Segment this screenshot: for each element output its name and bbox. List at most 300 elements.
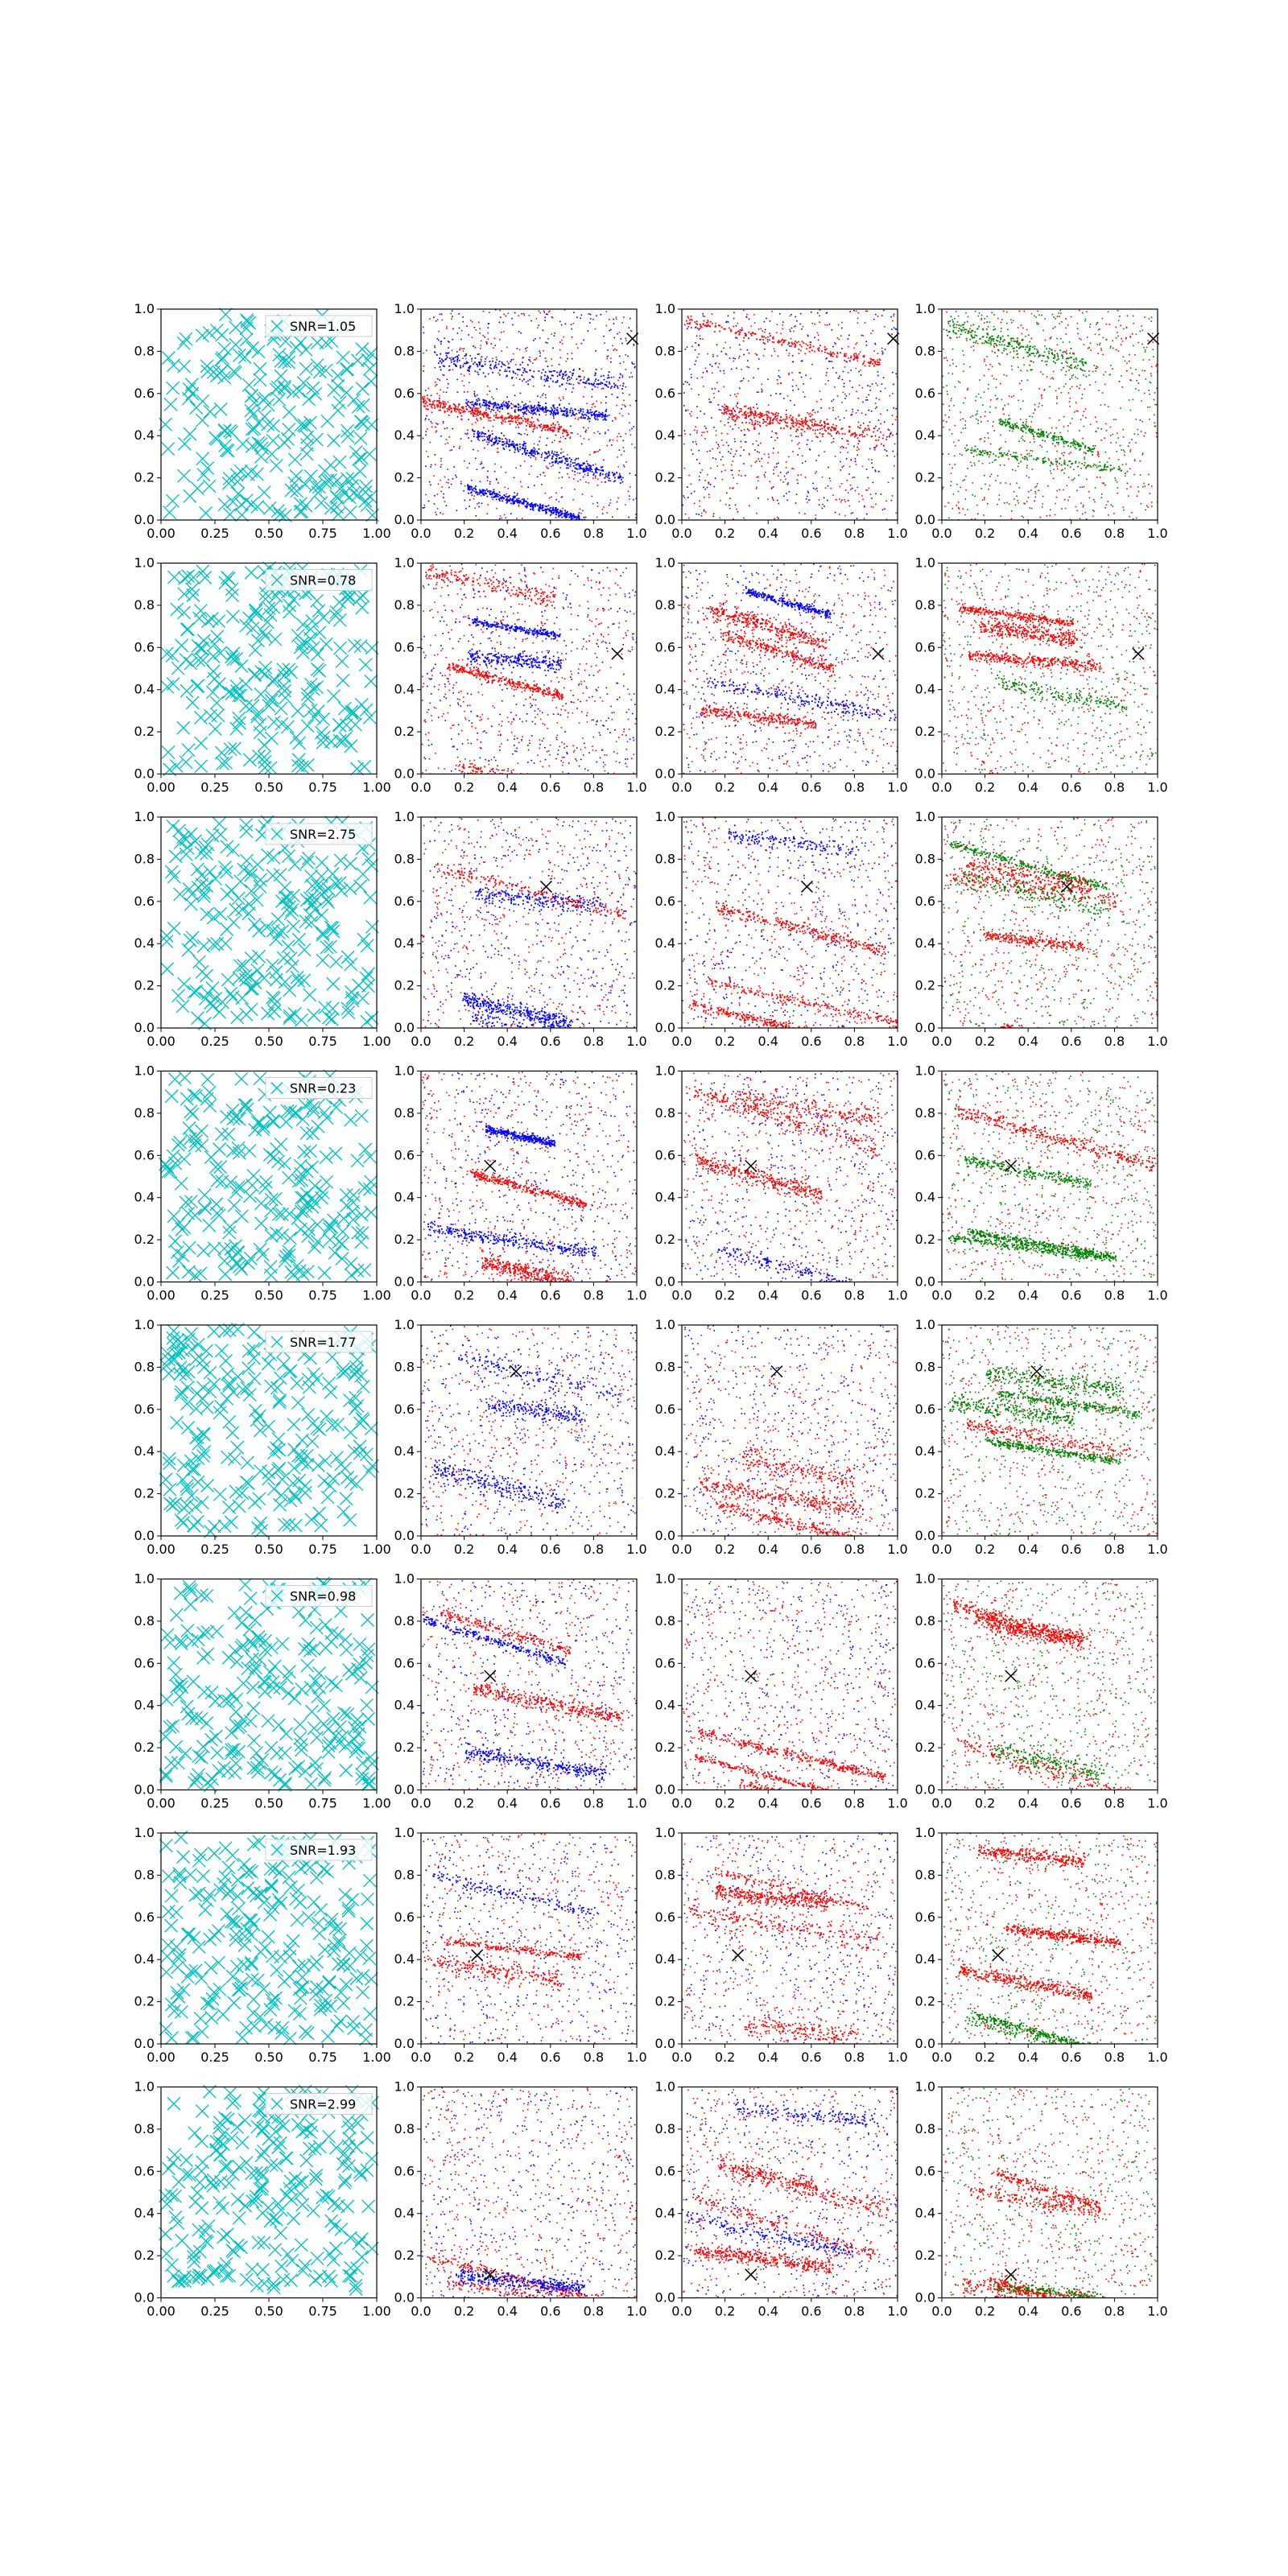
data-point bbox=[696, 459, 698, 460]
data-point bbox=[857, 342, 858, 344]
data-point bbox=[803, 426, 804, 427]
data-point bbox=[535, 452, 536, 453]
data-point bbox=[436, 407, 438, 408]
data-point bbox=[875, 493, 877, 495]
data-point bbox=[440, 402, 441, 404]
data-point bbox=[541, 484, 543, 485]
data-point bbox=[786, 422, 788, 423]
data-point bbox=[539, 440, 540, 442]
data-point bbox=[488, 338, 489, 340]
data-point bbox=[1019, 383, 1021, 385]
data-point bbox=[429, 403, 431, 405]
data-point bbox=[708, 325, 709, 327]
data-point bbox=[844, 383, 845, 385]
data-point bbox=[473, 433, 475, 435]
data-point bbox=[537, 444, 539, 446]
data-point bbox=[837, 431, 839, 432]
data-point bbox=[989, 463, 991, 464]
data-point bbox=[835, 456, 836, 457]
data-point bbox=[723, 444, 724, 446]
data-point bbox=[541, 373, 543, 374]
data-point bbox=[464, 391, 465, 393]
data-point bbox=[627, 356, 629, 357]
data-point bbox=[708, 321, 709, 323]
data-point bbox=[429, 318, 431, 320]
data-point bbox=[698, 353, 700, 355]
data-point bbox=[481, 495, 482, 497]
data-point bbox=[890, 395, 891, 397]
data-point bbox=[762, 419, 764, 420]
data-point bbox=[841, 328, 843, 329]
data-point bbox=[749, 454, 750, 456]
data-point bbox=[605, 416, 607, 418]
data-point bbox=[1076, 490, 1078, 492]
data-point bbox=[448, 482, 449, 484]
data-point bbox=[713, 427, 715, 428]
data-point bbox=[551, 358, 552, 360]
data-point bbox=[729, 357, 731, 359]
data-point bbox=[621, 408, 622, 410]
data-point bbox=[786, 426, 788, 427]
data-point bbox=[530, 412, 532, 414]
data-point bbox=[534, 427, 535, 429]
data-point bbox=[536, 318, 538, 320]
data-point bbox=[622, 404, 624, 406]
data-point bbox=[1035, 316, 1037, 318]
data-point bbox=[572, 323, 574, 324]
data-point bbox=[828, 353, 830, 355]
data-point bbox=[550, 411, 551, 412]
data-point bbox=[446, 439, 448, 440]
data-point bbox=[555, 414, 556, 415]
data-point bbox=[509, 449, 510, 451]
data-point bbox=[494, 365, 496, 367]
data-point bbox=[1086, 312, 1088, 313]
data-point bbox=[425, 494, 427, 496]
data-point bbox=[570, 466, 572, 468]
y-tick-label: 0.8 bbox=[394, 343, 415, 358]
data-point bbox=[489, 435, 490, 436]
data-point bbox=[499, 374, 501, 376]
data-point bbox=[844, 418, 845, 419]
data-point bbox=[526, 411, 527, 412]
data-point bbox=[495, 417, 497, 419]
data-point bbox=[567, 411, 568, 412]
data-point bbox=[801, 425, 803, 427]
data-point bbox=[857, 410, 859, 411]
data-point bbox=[523, 378, 525, 380]
data-point bbox=[731, 448, 733, 450]
data-point bbox=[508, 416, 510, 418]
data-point bbox=[459, 360, 460, 361]
data-point bbox=[515, 427, 517, 428]
data-point bbox=[518, 415, 520, 416]
data-point bbox=[497, 418, 498, 419]
data-point bbox=[1065, 328, 1067, 329]
data-point bbox=[469, 411, 471, 412]
data-point bbox=[1038, 402, 1040, 404]
data-point bbox=[847, 452, 848, 453]
data-point bbox=[743, 354, 745, 356]
data-point bbox=[985, 365, 987, 366]
data-point bbox=[477, 420, 478, 422]
data-point bbox=[970, 462, 972, 464]
data-point bbox=[952, 374, 953, 375]
data-point bbox=[630, 405, 631, 407]
data-point bbox=[1108, 324, 1110, 325]
data-point bbox=[790, 415, 791, 416]
data-point bbox=[598, 383, 600, 385]
data-point bbox=[464, 362, 465, 364]
data-point bbox=[760, 443, 762, 444]
data-point bbox=[485, 413, 486, 415]
data-point bbox=[989, 476, 991, 477]
data-point bbox=[550, 378, 551, 379]
data-point bbox=[716, 382, 718, 384]
data-point bbox=[493, 347, 494, 349]
data-point bbox=[623, 447, 625, 448]
data-point bbox=[477, 469, 478, 470]
data-point bbox=[531, 417, 533, 419]
data-point bbox=[762, 423, 764, 424]
data-point bbox=[576, 468, 577, 469]
data-point bbox=[519, 444, 521, 445]
data-point bbox=[534, 504, 535, 506]
data-point bbox=[595, 380, 597, 382]
data-point bbox=[456, 510, 458, 511]
data-point bbox=[751, 412, 753, 414]
data-point bbox=[947, 502, 949, 504]
data-point bbox=[614, 337, 616, 339]
data-point bbox=[841, 348, 843, 349]
data-point bbox=[1084, 456, 1085, 458]
y-tick-label: 1.0 bbox=[655, 301, 675, 316]
data-point bbox=[1034, 441, 1035, 443]
data-point bbox=[1000, 383, 1001, 385]
data-point bbox=[1116, 451, 1117, 452]
data-point bbox=[593, 403, 595, 405]
data-point bbox=[854, 434, 856, 436]
data-point bbox=[743, 518, 745, 519]
data-point bbox=[1061, 392, 1063, 394]
data-point bbox=[631, 444, 633, 445]
data-point bbox=[1050, 470, 1051, 472]
data-point bbox=[740, 441, 741, 443]
data-point bbox=[841, 402, 843, 403]
data-point bbox=[440, 404, 441, 406]
data-point bbox=[710, 484, 712, 485]
data-point bbox=[819, 499, 820, 501]
data-point bbox=[609, 371, 610, 373]
data-point bbox=[509, 405, 510, 407]
data-point bbox=[605, 418, 606, 419]
data-point bbox=[423, 332, 425, 334]
data-point bbox=[800, 350, 802, 352]
data-point bbox=[793, 331, 795, 332]
data-point bbox=[976, 411, 978, 412]
data-point bbox=[441, 486, 443, 488]
data-point bbox=[886, 500, 887, 502]
data-point bbox=[877, 385, 878, 386]
data-point bbox=[432, 401, 434, 402]
data-point bbox=[758, 481, 759, 482]
data-point bbox=[1069, 401, 1071, 402]
data-point bbox=[874, 361, 876, 363]
data-point bbox=[570, 516, 572, 518]
data-point bbox=[485, 405, 487, 407]
data-point bbox=[777, 379, 778, 381]
data-point bbox=[531, 453, 533, 455]
data-point bbox=[541, 456, 543, 458]
data-point bbox=[829, 361, 831, 362]
data-point bbox=[1149, 318, 1150, 320]
data-point bbox=[588, 439, 590, 440]
data-point bbox=[767, 341, 769, 342]
data-point bbox=[761, 389, 762, 390]
data-point bbox=[537, 328, 539, 329]
data-point bbox=[1117, 336, 1119, 337]
data-point bbox=[706, 326, 708, 328]
data-point bbox=[696, 430, 698, 431]
data-point bbox=[518, 404, 520, 406]
data-point bbox=[886, 439, 887, 440]
data-point bbox=[806, 421, 807, 423]
data-point bbox=[1131, 512, 1133, 514]
data-point bbox=[519, 378, 521, 380]
data-point bbox=[1147, 407, 1149, 408]
data-point bbox=[582, 462, 584, 464]
x-marker-point bbox=[254, 438, 267, 451]
x-marker-point bbox=[180, 332, 192, 345]
data-point bbox=[691, 449, 692, 451]
data-point bbox=[754, 423, 756, 424]
x-marker-point bbox=[241, 313, 254, 326]
data-point bbox=[446, 392, 448, 394]
data-point bbox=[506, 405, 507, 407]
data-point bbox=[555, 454, 556, 456]
data-point bbox=[491, 444, 493, 446]
data-point bbox=[559, 403, 560, 405]
data-point bbox=[537, 453, 539, 455]
data-point bbox=[492, 493, 493, 494]
x-marker-point bbox=[301, 431, 314, 444]
data-point bbox=[532, 506, 534, 508]
data-point bbox=[503, 331, 505, 332]
data-point bbox=[547, 377, 548, 378]
data-point bbox=[497, 452, 499, 453]
data-point bbox=[696, 417, 698, 419]
data-point bbox=[733, 419, 734, 421]
data-point bbox=[1125, 361, 1126, 362]
data-point bbox=[486, 357, 488, 358]
data-point bbox=[477, 493, 478, 495]
data-point bbox=[875, 447, 877, 448]
data-point bbox=[573, 384, 575, 386]
data-point bbox=[502, 404, 503, 406]
data-point bbox=[522, 448, 523, 449]
data-point bbox=[1082, 394, 1084, 395]
data-point bbox=[453, 403, 455, 405]
data-point bbox=[869, 358, 871, 360]
data-point bbox=[881, 348, 883, 349]
data-point bbox=[849, 360, 851, 361]
data-point bbox=[835, 418, 836, 419]
data-point bbox=[442, 514, 444, 515]
data-point bbox=[533, 340, 535, 341]
data-point bbox=[535, 408, 536, 410]
data-point bbox=[965, 489, 967, 491]
data-point bbox=[834, 342, 836, 344]
data-point bbox=[506, 376, 507, 378]
data-point bbox=[578, 515, 580, 517]
data-point bbox=[441, 464, 443, 465]
data-point bbox=[600, 473, 601, 475]
data-point bbox=[682, 505, 683, 506]
data-point bbox=[450, 313, 452, 315]
data-point bbox=[788, 456, 790, 458]
data-point bbox=[960, 487, 961, 489]
data-point bbox=[479, 440, 481, 441]
data-point bbox=[1020, 408, 1022, 410]
data-point bbox=[749, 407, 751, 409]
data-point bbox=[572, 410, 573, 411]
data-point bbox=[724, 373, 725, 374]
data-point bbox=[750, 465, 752, 467]
data-point bbox=[465, 358, 467, 360]
data-point bbox=[766, 421, 767, 423]
data-point bbox=[464, 355, 465, 357]
data-point bbox=[565, 516, 567, 518]
data-point bbox=[731, 464, 733, 466]
data-point bbox=[877, 316, 879, 317]
data-point bbox=[494, 403, 496, 405]
data-point bbox=[710, 468, 712, 469]
data-point bbox=[1121, 338, 1122, 340]
data-point bbox=[691, 415, 692, 417]
data-point bbox=[468, 493, 469, 494]
data-point bbox=[452, 358, 454, 360]
data-point bbox=[466, 399, 468, 401]
data-point bbox=[856, 464, 857, 465]
data-point bbox=[588, 379, 590, 381]
data-point bbox=[515, 422, 517, 423]
data-point bbox=[505, 365, 506, 366]
data-point bbox=[460, 415, 462, 417]
data-point bbox=[701, 377, 703, 378]
data-point bbox=[472, 423, 473, 425]
data-point bbox=[471, 491, 473, 493]
data-point bbox=[731, 369, 733, 370]
data-point bbox=[991, 473, 993, 475]
data-point bbox=[472, 414, 473, 415]
data-point bbox=[485, 492, 486, 493]
data-point bbox=[947, 394, 948, 395]
data-point bbox=[496, 414, 497, 415]
data-point bbox=[821, 424, 823, 426]
data-point bbox=[530, 509, 531, 510]
data-point bbox=[991, 312, 993, 314]
data-point bbox=[520, 393, 522, 394]
data-point bbox=[559, 386, 561, 387]
data-point bbox=[1134, 354, 1136, 356]
data-point bbox=[733, 361, 735, 362]
data-point bbox=[471, 440, 473, 442]
data-point bbox=[699, 463, 700, 464]
data-point bbox=[477, 374, 479, 375]
data-point bbox=[967, 468, 968, 469]
data-point bbox=[1133, 474, 1135, 476]
data-point bbox=[540, 407, 542, 409]
data-point bbox=[496, 494, 497, 496]
data-point bbox=[700, 472, 701, 473]
data-point bbox=[701, 431, 703, 433]
data-point bbox=[984, 499, 985, 501]
data-point bbox=[748, 337, 749, 339]
data-point bbox=[532, 455, 534, 456]
data-point bbox=[816, 401, 818, 402]
x-marker-point bbox=[226, 495, 239, 508]
data-point bbox=[829, 477, 831, 479]
data-point bbox=[751, 335, 753, 336]
data-point bbox=[786, 500, 788, 502]
data-point bbox=[1084, 344, 1085, 345]
data-point bbox=[423, 353, 424, 354]
data-point bbox=[567, 473, 568, 475]
data-point bbox=[728, 451, 729, 452]
data-point bbox=[586, 460, 588, 462]
data-point bbox=[871, 459, 873, 460]
data-point bbox=[811, 312, 812, 313]
data-point bbox=[539, 350, 540, 352]
data-point bbox=[502, 423, 503, 425]
data-point bbox=[588, 482, 589, 484]
data-point bbox=[810, 344, 811, 345]
data-point bbox=[818, 424, 819, 426]
data-point bbox=[778, 452, 779, 453]
data-point bbox=[543, 507, 544, 509]
data-point bbox=[1147, 340, 1149, 341]
data-point bbox=[714, 388, 716, 390]
data-point bbox=[468, 437, 469, 439]
data-point bbox=[767, 336, 769, 338]
data-point bbox=[1030, 489, 1032, 491]
data-point bbox=[577, 469, 579, 470]
data-point bbox=[876, 445, 877, 447]
data-point bbox=[1133, 323, 1134, 324]
data-point bbox=[545, 429, 547, 431]
data-point bbox=[751, 423, 753, 425]
data-point bbox=[739, 356, 741, 357]
data-point bbox=[501, 466, 502, 468]
data-point bbox=[1119, 316, 1121, 317]
data-point bbox=[954, 318, 956, 320]
data-point bbox=[758, 391, 760, 393]
data-point bbox=[517, 502, 518, 504]
data-point bbox=[875, 426, 877, 427]
data-point bbox=[472, 429, 473, 431]
data-point bbox=[613, 383, 615, 385]
data-point bbox=[893, 384, 894, 386]
data-point bbox=[703, 487, 704, 489]
data-point bbox=[973, 350, 975, 352]
data-point bbox=[830, 481, 832, 482]
data-point bbox=[634, 447, 636, 448]
data-point bbox=[1018, 466, 1019, 468]
data-point bbox=[805, 460, 807, 462]
data-point bbox=[499, 440, 501, 442]
data-point bbox=[743, 463, 745, 464]
data-point bbox=[751, 419, 753, 421]
